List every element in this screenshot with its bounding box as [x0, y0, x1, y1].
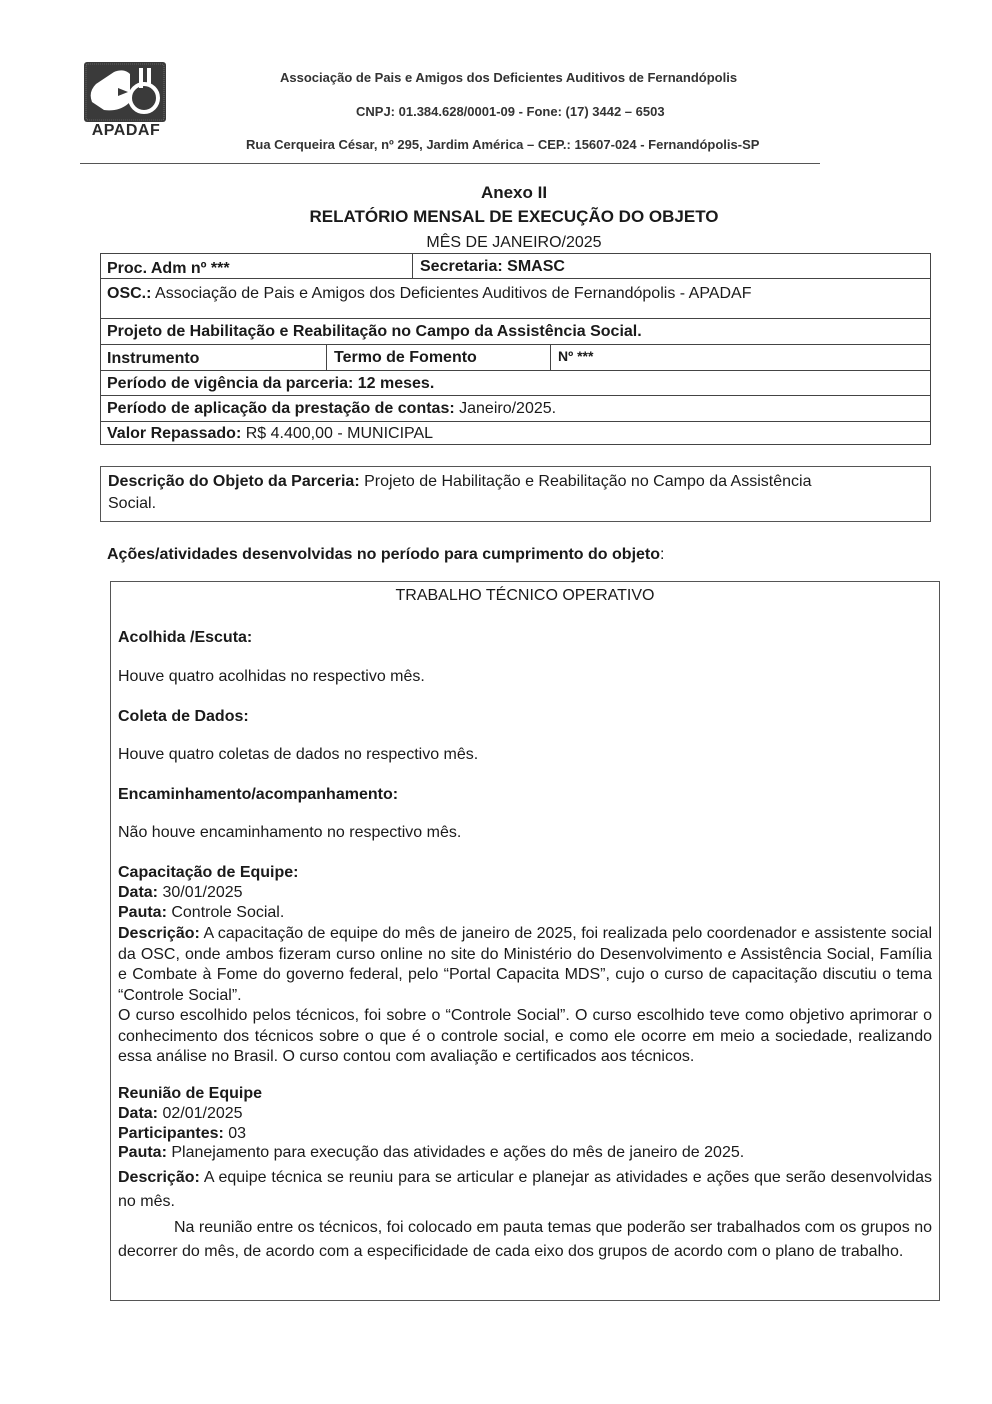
- valor-label: Valor Repassado:: [107, 425, 242, 442]
- acolhida-title: Acolhida /Escuta:: [118, 629, 253, 646]
- acolhida-text: Houve quatro acolhidas no respectivo mês.: [118, 668, 425, 685]
- osc-value: Associação de Pais e Amigos dos Deficientes Auditivos de Fernandópolis - APADAF: [151, 285, 752, 302]
- capacitacao-data-value: 30/01/2025: [158, 884, 243, 901]
- osc-row: [107, 284, 751, 304]
- encaminhamento-text: Não houve encaminhamento no respectivo mês.: [118, 824, 462, 841]
- reuniao-pauta: [118, 1144, 744, 1162]
- header-divider: [80, 163, 820, 164]
- reuniao-participantes-label: Participantes:: [118, 1125, 224, 1142]
- numero: Nº ***: [558, 348, 594, 364]
- organization-name: Associação de Pais e Amigos dos Deficientes Auditivos de Fernandópolis: [280, 70, 738, 85]
- vigencia: Período de vigência da parceria: 12 meses.: [107, 375, 435, 392]
- description-line1: Projeto de Habilitação e Reabilitação no Campo da Assistência: [359, 473, 812, 490]
- activities-title: TRABALHO TÉCNICO OPERATIVO: [395, 587, 655, 604]
- valor-value: R$ 4.400,00 - MUNICIPAL: [241, 425, 434, 442]
- annex-title: Anexo II: [480, 183, 548, 202]
- aplicacao-label: Período de aplicação da prestação de contas:: [107, 400, 455, 417]
- valor-row: [107, 424, 433, 444]
- cnpj-phone: CNPJ: 01.384.628/0001-09 - Fone: (17) 3442 – 6503: [356, 104, 665, 119]
- capacitacao-pauta: [118, 904, 284, 922]
- aplicacao-row: [107, 399, 556, 419]
- reuniao-participantes-value: 03: [223, 1125, 247, 1142]
- description-label: Descrição do Objeto da Parceria:: [108, 473, 360, 490]
- reuniao-paragraph2: Na reunião entre os técnicos, foi colocado em pauta temas que poderão ser trabalhados com os grupos no decorrer do mês, de acordo com a especificidade de cada eixo dos grupos de acordo com o plano de trabalho.: [118, 1219, 932, 1260]
- reuniao-pauta-value: Planejamento para execução das atividades e ações do mês de janeiro de 2025.: [166, 1144, 745, 1161]
- reuniao-descricao-text: A equipe técnica se reuniu para se articular e planejar as atividades e ações que serão desenvolvidas no mês.: [118, 1169, 932, 1210]
- reuniao-pauta-label: Pauta:: [118, 1144, 167, 1161]
- instrumento-value: Termo de Fomento: [334, 349, 477, 366]
- reuniao-data-value: 02/01/2025: [158, 1105, 243, 1122]
- capacitacao-data: [118, 884, 243, 902]
- aplicacao-value: Janeiro/2025.: [454, 400, 557, 417]
- capacitacao-pauta-label: Pauta:: [118, 904, 167, 921]
- apadaf-logo: [80, 62, 172, 138]
- coleta-title: Coleta de Dados:: [118, 708, 249, 725]
- reuniao-descricao: [118, 1166, 932, 1264]
- reuniao-descricao-label: Descrição:: [118, 1169, 200, 1186]
- encaminhamento-title: Encaminhamento/acompanhamento:: [118, 786, 399, 803]
- actions-heading-colon: :: [660, 546, 665, 563]
- capacitacao-pauta-value: Controle Social.: [166, 904, 285, 921]
- reuniao-data-label: Data:: [118, 1105, 159, 1122]
- actions-heading: [107, 546, 664, 564]
- reuniao-participantes: [118, 1125, 246, 1143]
- capacitacao-title: Capacitação de Equipe:: [118, 864, 299, 881]
- description-text: [108, 471, 811, 515]
- report-title: RELATÓRIO MENSAL DE EXECUÇÃO DO OBJETO: [309, 207, 719, 226]
- address: Rua Cerqueira César, nº 295, Jardim América – CEP.: 15607-024 - Fernandópolis-SP: [246, 137, 760, 152]
- capacitacao-descricao-text: A capacitação de equipe do mês de janeiro de 2025, foi realizada pelo coordenador e assistente social da OSC, onde ambos fizeram curso online no site do Ministério do Desenvolvimento e Assistência Social, Família e Combate à Fome do governo federal, pelo “Portal Capacita MDS”, cujo o curso de capacitação discutiu o tema “Controle Social”.: [118, 925, 932, 1004]
- description-box: [100, 466, 931, 522]
- report-month: MÊS DE JANEIRO/2025: [426, 234, 602, 251]
- capacitacao-descricao-label: Descrição:: [118, 925, 200, 942]
- logo-text: APADAF: [91, 122, 161, 139]
- instrumento-label: Instrumento: [107, 350, 200, 367]
- reuniao-data: [118, 1105, 243, 1123]
- osc-label: OSC.:: [107, 285, 152, 302]
- capacitacao-paragraph2: O curso escolhido pelos técnicos, foi sobre o “Controle Social”. O curso escolhido teve como objetivo aprimorar o conhecimento dos técnicos sobre o que é o controle social, e como ele ocorre em meio a sociedade, realizando essa análise no Brasil. O curso contou com avaliação e certificados aos técnicos.: [118, 1007, 932, 1065]
- reuniao-title: Reunião de Equipe: [118, 1085, 263, 1102]
- capacitacao-descricao: [118, 924, 932, 1068]
- coleta-text: Houve quatro coletas de dados no respectivo mês.: [118, 746, 479, 763]
- actions-heading-text: Ações/atividades desenvolvidas no período para cumprimento do objeto: [107, 546, 661, 563]
- capacitacao-data-label: Data:: [118, 884, 159, 901]
- description-line2: Social.: [108, 495, 157, 512]
- logo-emblem-icon: [84, 62, 166, 122]
- secretaria: Secretaria: SMASC: [420, 258, 565, 275]
- project-name: Projeto de Habilitação e Reabilitação no Campo da Assistência Social.: [107, 323, 642, 340]
- proc-adm: Proc. Adm nº ***: [107, 260, 230, 277]
